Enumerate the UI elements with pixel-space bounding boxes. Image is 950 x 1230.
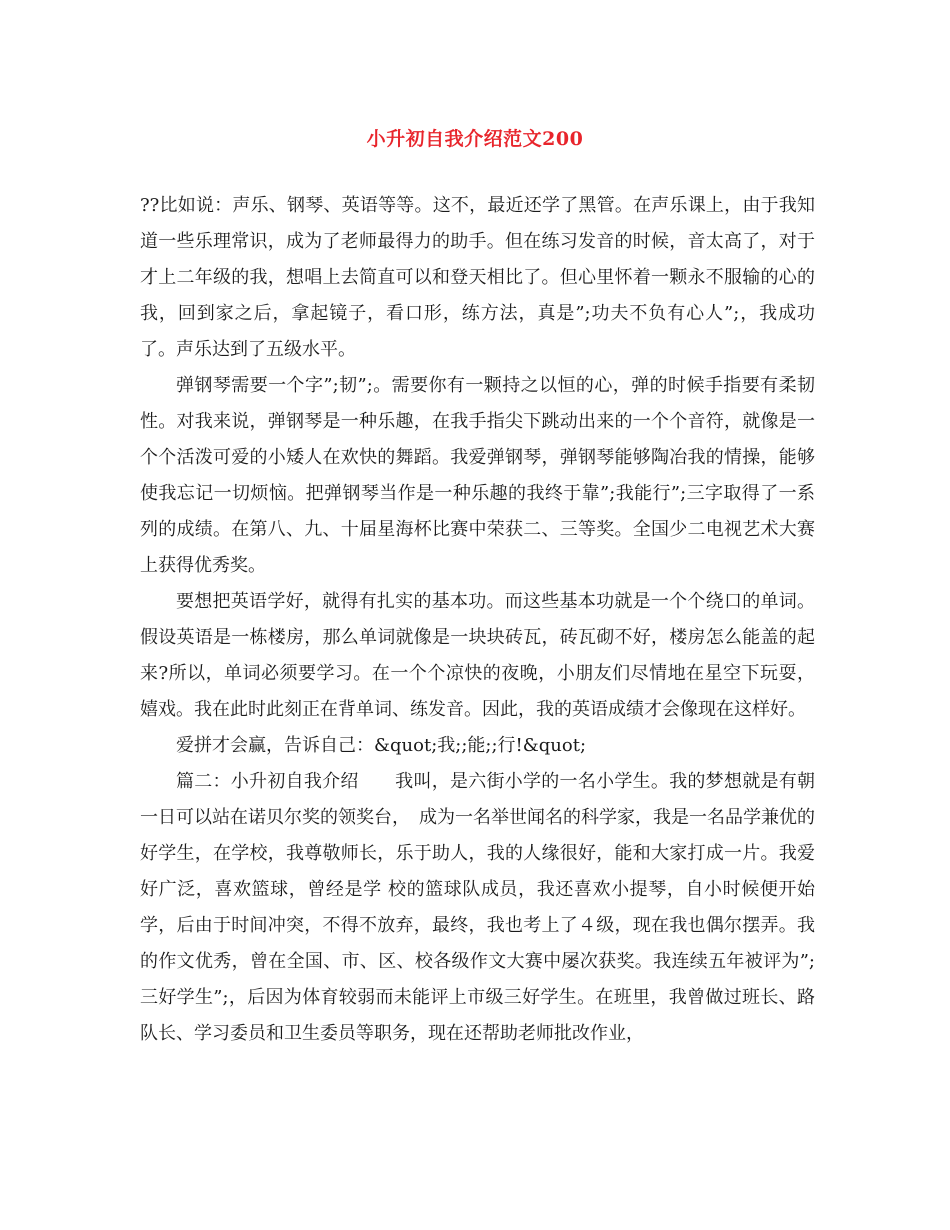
paragraph-vocal-music: ??比如说：声乐、钢琴、英语等等。这不，最近还学了黑管。在声乐课上，由于我知道一些乐理常识，成为了老师最得力的助手。但在练习发音的时候，音太高了，对于才上二年级的我，想唱上去简直可以和登天相比了。但心里怀着一颗永不服输的心的我，回到家之后，拿起镜子，看口形，练方法，真是”;功夫不负有心人”;，我成功了。声乐达到了五级水平。 [140,195,815,360]
paragraph-english: 要想把英语学好，就得有扎实的基本功。而这些基本功就是一个个绕口的单词。假设英语是一栋楼房，那么单词就像是一块块砖瓦，砖瓦砌不好，楼房怎么能盖的起来?所以，单词必须要学习。在一个个凉快的夜晚，小朋友们尽情地在星空下玩耍，嬉戏。我在此时此刻正在背单词、练发音。因此，我的英语成绩才会像现在这样好。 [140,591,815,720]
document-body [140,188,815,1052]
paragraph-part-two: 篇二：小升初自我介绍 我叫，是六街小学的一名小学生。我的梦想就是有朝一日可以站在诺贝尔奖的领奖台， 成为一名举世闻名的科学家，我是一名品学兼优的好学生，在学校，我尊敬师长，乐于助人，我的人缘很好，能和大家打成一片。我爱好广泛，喜欢篮球，曾经是学 校的篮球队成员，我还喜欢小提琴，自小时候便开始学，后由于时间冲突，不得不放弃，最终，我也考上了４级，现在我也偶尔摆弄。我的作文优秀，曾在全国、市、区、校各级作文大赛中屡次获奖。我连续五年被评为”;三好学生”;，后因为体育较弱而未能评上市级三好学生。在班里，我曾做过班长、路队长、学习委员和卫生委员等职务，现在还帮助老师批改作业， [140,771,815,1044]
document-title: 小升初自我介绍范文200 [366,128,584,150]
paragraph-motto: 爱拼才会赢，告诉自己：&quot;我;;能;;行!&quot; [176,735,587,756]
paragraph-piano: 弹钢琴需要一个字”;韧”;。需要你有一颗持之以恒的心，弹的时候手指要有柔韧性。对我来说，弹钢琴是一种乐趣，在我手指尖下跳动出来的一个个音符，就像是一个个活泼可爱的小矮人在欢快的舞蹈。我爱弹钢琴，弹钢琴能够陶冶我的情操，能够使我忘记一切烦恼。把弹钢琴当作是一种乐趣的我终于靠”;我能行”;三字取得了一系列的成绩。在第八、九、十届星海杯比赛中荣获二、三等奖。全国少二电视艺术大赛上获得优秀奖。 [140,375,815,576]
